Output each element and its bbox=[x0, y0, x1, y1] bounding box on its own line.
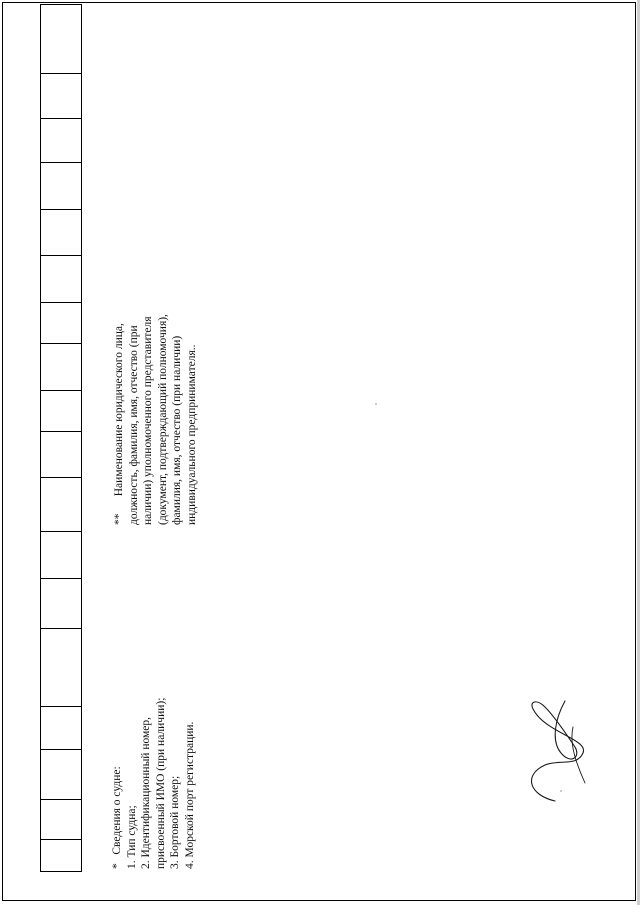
footnote-ship-line: 3. Бортовой номер; bbox=[169, 775, 181, 869]
footnote-marker: * bbox=[111, 863, 123, 869]
footnote-applicant-line: должность, фамилия, имя, отчество (при bbox=[127, 325, 140, 525]
form-table-grid bbox=[40, 4, 82, 872]
footnote-heading-text: Сведения о судне: bbox=[111, 766, 123, 855]
footnote-applicant-line: индивидуального предпринимателя.. bbox=[185, 344, 198, 525]
footnote-ship-line: 4. Морской порт регистрации. bbox=[183, 721, 196, 869]
table-cell bbox=[41, 162, 81, 209]
footnote-ship-line: 1. Тип судна; bbox=[125, 805, 138, 869]
footnote-marker: ** bbox=[113, 513, 125, 525]
table-cell bbox=[41, 531, 81, 578]
scan-speck bbox=[375, 403, 377, 405]
table-cell bbox=[41, 118, 81, 163]
table-cell bbox=[41, 73, 81, 118]
table-cell bbox=[41, 628, 81, 707]
handwritten-signature bbox=[515, 695, 595, 805]
table-cell bbox=[41, 839, 81, 871]
table-cell bbox=[41, 302, 81, 343]
footnote-ship-line: 2. Идентификационный номер, bbox=[140, 716, 152, 869]
scan-speck bbox=[560, 790, 562, 792]
footnote-applicant-line: (документ, подтверждающий полномочия), bbox=[156, 314, 169, 525]
table-cell bbox=[41, 749, 81, 799]
footnote-applicant-line: фамилия, имя, отчество (при наличии) bbox=[171, 335, 183, 525]
footnote-ship-heading bbox=[110, 569, 125, 869]
table-cell bbox=[41, 431, 81, 478]
footnote-applicant-first-line bbox=[112, 220, 127, 525]
table-cell bbox=[41, 343, 81, 390]
footnote-applicant-line: наличии) уполномоченного представителя bbox=[142, 316, 154, 525]
table-cell bbox=[41, 209, 81, 256]
table-cell bbox=[41, 255, 81, 302]
footnote-ship-info bbox=[110, 569, 197, 869]
table-cell bbox=[41, 799, 81, 838]
footnote-applicant-info bbox=[112, 220, 199, 525]
table-cell bbox=[41, 578, 81, 628]
footnote-ship-line: присвоенный ИМО (при наличии); bbox=[154, 697, 167, 869]
table-cell bbox=[41, 390, 81, 431]
table-cell bbox=[41, 706, 81, 749]
table-cell bbox=[41, 477, 81, 531]
table-cell bbox=[41, 5, 81, 73]
footnote-applicant-line: Наименование юридического лица, bbox=[113, 323, 125, 497]
